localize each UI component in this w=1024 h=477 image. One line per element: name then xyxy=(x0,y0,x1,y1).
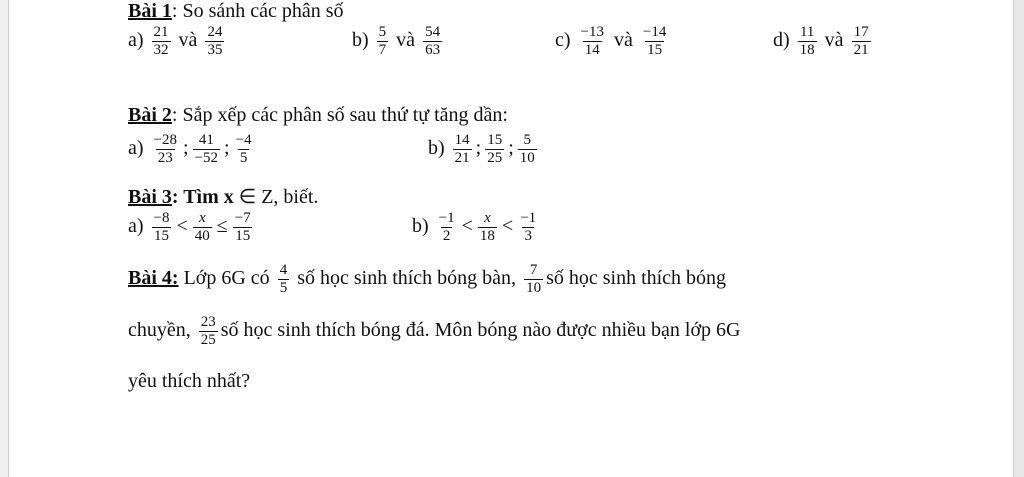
denominator: 21 xyxy=(454,150,470,166)
bai3-item-b xyxy=(412,210,541,245)
separator: ; xyxy=(224,137,230,160)
bai2-item-a xyxy=(128,132,257,167)
conjunction: và xyxy=(396,29,416,52)
denominator: −52 xyxy=(194,150,219,166)
denominator: 15 xyxy=(647,42,663,58)
bai4-text: Lớp 6G có xyxy=(178,267,270,290)
numerator: 7 xyxy=(529,262,538,278)
denominator: 23 xyxy=(157,150,173,166)
numerator: −8 xyxy=(153,210,170,226)
bai3-text-bold: : Tìm x xyxy=(171,186,234,208)
fraction xyxy=(579,24,606,59)
bai1-item-a xyxy=(128,24,227,59)
denominator: 15 xyxy=(235,228,251,244)
item-label: d) xyxy=(773,29,790,52)
bai4-title: Bài 4: xyxy=(128,267,179,290)
denominator: 21 xyxy=(853,42,869,58)
fraction xyxy=(152,132,179,167)
fraction xyxy=(437,210,457,245)
bai4-line-1 xyxy=(128,262,726,297)
denominator: 7 xyxy=(378,42,387,58)
fraction xyxy=(205,24,224,59)
bai1-item-d xyxy=(773,24,874,59)
separator: ; xyxy=(508,137,514,160)
denominator: 3 xyxy=(524,228,532,244)
fraction xyxy=(199,314,218,349)
conjunction: và xyxy=(824,29,844,52)
fraction xyxy=(518,132,537,167)
item-label: b) xyxy=(412,215,429,238)
bai4-text: số học sinh thích bóng đá. Môn bóng nào được nhiều bạn lớp 6G xyxy=(220,319,741,342)
denominator: 5 xyxy=(239,150,248,166)
fraction xyxy=(478,210,497,245)
numerator: 17 xyxy=(853,24,869,40)
bai4-line-2 xyxy=(128,314,740,349)
bai3-title: Bài 3 xyxy=(128,186,172,208)
numerator: x xyxy=(484,210,491,226)
numerator: 23 xyxy=(200,314,216,330)
fraction xyxy=(524,262,543,297)
operator: ≤ xyxy=(216,215,228,238)
item-label: a) xyxy=(128,137,144,160)
operator: < xyxy=(176,215,188,238)
denominator: 25 xyxy=(487,150,503,166)
numerator: 4 xyxy=(279,262,288,278)
numerator: x xyxy=(198,210,206,226)
operator: < xyxy=(501,215,514,238)
numerator: 11 xyxy=(799,24,815,40)
fraction xyxy=(152,24,171,59)
denominator: 63 xyxy=(425,42,441,58)
denominator: 5 xyxy=(279,280,288,296)
bai4-text: số học sinh thích bóng bàn, xyxy=(292,267,517,290)
bai2-title: Bài 2 xyxy=(128,104,172,126)
bai3-item-a xyxy=(128,210,256,245)
item-label: b) xyxy=(352,29,369,52)
bai3-heading xyxy=(128,184,318,209)
numerator: −7 xyxy=(234,210,251,226)
vertical-scrollbar[interactable] xyxy=(1014,0,1024,477)
numerator: 54 xyxy=(425,24,441,40)
denominator: 15 xyxy=(154,228,170,244)
bai4-text: chuyền, xyxy=(128,319,191,342)
numerator: −28 xyxy=(153,132,178,148)
bai1-item-c xyxy=(555,24,671,59)
fraction xyxy=(193,210,212,245)
fraction xyxy=(423,24,442,59)
denominator: 18 xyxy=(479,228,495,244)
fraction xyxy=(485,132,504,167)
denominator: 10 xyxy=(519,150,535,166)
denominator: 10 xyxy=(526,280,542,296)
bai1-text: : So sánh các phân số xyxy=(171,0,344,22)
fraction xyxy=(453,132,472,167)
fraction xyxy=(377,24,389,59)
item-label: a) xyxy=(128,29,144,52)
numerator: 15 xyxy=(487,132,503,148)
bai2-item-b xyxy=(428,132,540,167)
separator: ; xyxy=(475,137,482,160)
numerator: 5 xyxy=(378,24,387,40)
fraction xyxy=(233,210,253,245)
conjunction: và xyxy=(178,29,198,52)
numerator: 21 xyxy=(153,24,169,40)
bai1-heading xyxy=(128,0,344,23)
fraction xyxy=(152,210,172,245)
item-label: c) xyxy=(555,29,571,52)
numerator: −14 xyxy=(642,24,667,40)
fraction xyxy=(852,24,871,59)
numerator: −1 xyxy=(438,210,455,226)
numerator: 5 xyxy=(523,132,532,148)
denominator: 18 xyxy=(799,42,815,58)
bai2-text: : Sắp xếp các phân số sau thứ tự tăng dần: xyxy=(171,104,508,126)
denominator: 25 xyxy=(200,332,216,348)
operator: < xyxy=(461,215,473,238)
numerator: −4 xyxy=(235,132,252,148)
fraction xyxy=(234,132,254,167)
fraction xyxy=(193,132,220,167)
bai4-text: yêu thích nhất? xyxy=(128,370,251,392)
bai3-text: ∈ Z, biết. xyxy=(233,186,319,208)
denominator: 40 xyxy=(194,228,210,244)
bai4-text: số học sinh thích bóng xyxy=(546,267,727,290)
bai1-item-b xyxy=(352,24,445,59)
item-label: b) xyxy=(428,137,445,160)
numerator: 41 xyxy=(198,132,214,148)
numerator: −1 xyxy=(520,210,537,226)
numerator: −13 xyxy=(580,24,605,40)
bai4-line-3 xyxy=(128,370,250,393)
fraction xyxy=(278,262,290,297)
separator: ; xyxy=(183,137,189,160)
bai1-title: Bài 1 xyxy=(128,0,172,22)
denominator: 35 xyxy=(207,42,223,58)
item-label: a) xyxy=(128,215,144,238)
denominator: 2 xyxy=(442,228,451,244)
bai2-heading xyxy=(128,104,508,127)
numerator: 24 xyxy=(207,24,223,40)
fraction xyxy=(798,24,817,59)
denominator: 32 xyxy=(153,42,169,58)
denominator: 14 xyxy=(584,42,600,58)
conjunction: và xyxy=(614,29,633,52)
numerator: 14 xyxy=(454,132,470,148)
fraction xyxy=(518,210,538,245)
fraction xyxy=(641,24,668,59)
